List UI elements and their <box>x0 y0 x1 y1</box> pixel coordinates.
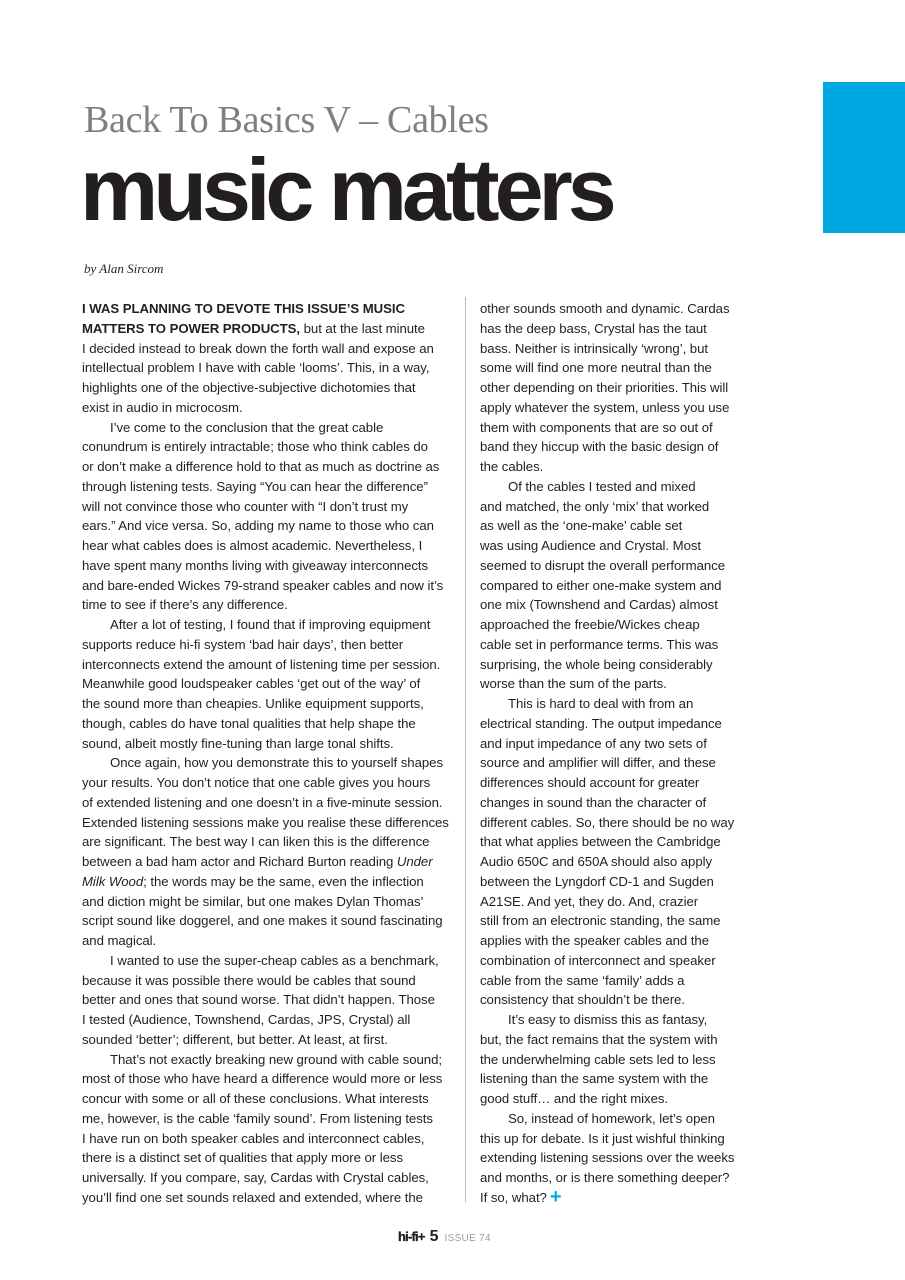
text-line <box>480 734 745 754</box>
text-line <box>82 339 455 359</box>
body-text: Audio 650C and 650A should also apply <box>480 854 713 869</box>
text-line <box>480 852 745 872</box>
text-line <box>82 773 455 793</box>
text-line <box>82 1148 455 1168</box>
body-text: worse than the sum of the parts. <box>480 676 667 692</box>
text-line <box>82 1129 455 1149</box>
text-line <box>82 714 455 734</box>
body-text: If so, what? <box>480 1189 547 1205</box>
text-line <box>82 931 455 951</box>
text-line <box>480 832 745 852</box>
italic-title: Under <box>396 854 433 869</box>
body-text: source and amplifier will differ, and these <box>480 755 716 771</box>
text-line <box>82 852 455 872</box>
body-text: supports reduce hi-fi system ‘bad hair days’, then better <box>82 636 404 652</box>
text-line <box>480 694 745 714</box>
text-line <box>82 971 455 991</box>
body-text: I tested (Audience, Townshend, Cardas, JPS, Crystal) all <box>82 1012 411 1027</box>
text-line <box>82 655 455 675</box>
text-line <box>480 1069 745 1089</box>
text-line <box>82 595 455 615</box>
text-line <box>82 398 455 418</box>
text-line <box>480 516 745 536</box>
text-line <box>480 1168 745 1188</box>
body-text: exist in audio in microcosm. <box>82 399 243 415</box>
text-line <box>480 773 745 793</box>
text-line <box>82 872 455 892</box>
body-text: cable from the same ‘family’ adds a <box>480 972 685 988</box>
text-line <box>82 635 455 655</box>
body-text: A21SE. And yet, they do. And, crazier <box>480 893 699 909</box>
text-line <box>480 872 745 892</box>
text-line <box>82 536 455 556</box>
text-line <box>480 1030 745 1050</box>
body-text: one mix (Townshend and Cardas) almost <box>480 597 718 613</box>
text-line <box>480 536 745 556</box>
body-text: different cables. So, there should be no way <box>480 814 735 830</box>
body-text: It’s easy to dismiss this as fantasy, <box>508 1012 708 1027</box>
text-line <box>480 1129 745 1149</box>
text-line <box>82 734 455 754</box>
body-text: script sound like doggerel, and one makes it sound fascinating <box>82 913 443 929</box>
body-text: was using Audience and Crystal. Most <box>480 538 702 553</box>
body-text: because it was possible there would be cables that sound <box>82 972 416 988</box>
body-text: So, instead of homework, let’s open <box>508 1110 715 1126</box>
text-line <box>480 576 745 596</box>
body-text: I decided instead to break down the forth wall and expose an <box>82 340 434 356</box>
body-text: I’ve come to the conclusion that the great cable <box>110 419 384 435</box>
body-text: extending listening sessions over the weeks <box>480 1150 735 1166</box>
series-kicker: Back To Basics V – Cables <box>84 99 489 141</box>
text-line <box>82 378 455 398</box>
text-line <box>480 714 745 734</box>
body-text: between the Lyngdorf CD-1 and Sugden <box>480 873 714 889</box>
body-text: this up for debate. Is it just wishful thinking <box>480 1130 725 1146</box>
text-line <box>82 299 455 319</box>
magazine-logo: hi-fi+ <box>398 1229 425 1244</box>
text-line <box>480 1185 745 1208</box>
body-text: bass. Neither is intrinsically ‘wrong’, but <box>480 340 708 356</box>
body-text: That’s not exactly breaking new ground with cable sound; <box>110 1051 442 1067</box>
body-text: sound, albeit mostly fine-tuning than large tonal shifts. <box>82 735 394 751</box>
text-line <box>480 793 745 813</box>
body-text: you’ll find one set sounds relaxed and extended, where the <box>82 1189 423 1205</box>
article-column-right <box>480 299 745 1208</box>
body-text: most of those who have heard a difference would more or less <box>82 1071 443 1087</box>
body-text: After a lot of testing, I found that if improving equipment <box>110 617 431 632</box>
text-line <box>480 911 745 931</box>
body-text: electrical standing. The output impedance <box>480 715 722 731</box>
body-text: other depending on their priorities. This will <box>480 380 729 395</box>
text-line <box>82 516 455 536</box>
body-text: and input impedance of any two sets of <box>480 735 707 751</box>
text-line <box>82 1010 455 1030</box>
text-line <box>82 813 455 833</box>
text-line <box>480 339 745 359</box>
page-title: music matters <box>80 140 612 239</box>
body-text: concur with some or all of these conclusions. What interests <box>82 1091 429 1106</box>
body-text: consistency that shouldn’t be there. <box>480 992 685 1008</box>
text-line <box>82 1188 455 1208</box>
text-line <box>480 813 745 833</box>
body-text: compared to either one-make system and <box>480 577 722 593</box>
page-footer <box>398 1228 491 1246</box>
text-line <box>480 1010 745 1030</box>
body-text: as well as the ‘one-make’ cable set <box>480 518 683 534</box>
body-text: the sound more than cheapies. Unlike equipment supports, <box>82 696 424 711</box>
body-text: ; the words may be the same, even the inflection <box>143 873 424 889</box>
body-text: some will find one more neutral than the <box>480 360 712 376</box>
body-text: Of the cables I tested and mixed <box>508 478 696 494</box>
body-text: but, the fact remains that the system with <box>480 1031 718 1047</box>
text-line <box>82 990 455 1010</box>
page-number: 5 <box>429 1228 439 1245</box>
body-text: hear what cables does is almost academic. Nevertheless, I <box>82 538 423 553</box>
text-line <box>480 892 745 912</box>
end-mark-icon: + <box>549 1185 562 1208</box>
body-text: there is a distinct set of qualities that apply more or less <box>82 1150 403 1166</box>
body-text: will not convince those who counter with “I don’t trust my <box>82 498 409 514</box>
section-color-tab <box>823 82 905 233</box>
text-line <box>82 951 455 971</box>
text-line <box>480 971 745 991</box>
text-line <box>480 655 745 675</box>
column-divider <box>465 297 466 1202</box>
body-text: between a bad ham actor and Richard Burton reading <box>82 854 397 869</box>
body-text: other sounds smooth and dynamic. Cardas <box>480 301 730 316</box>
body-text: your results. You don’t notice that one cable gives you hours <box>82 775 431 790</box>
body-text: and matched, the only ‘mix’ that worked <box>480 498 710 514</box>
lede-text: I WAS PLANNING TO DEVOTE THIS ISSUE’S MUSIC <box>82 301 405 316</box>
text-line <box>480 595 745 615</box>
body-text: differences should account for greater <box>480 775 700 790</box>
body-text: Once again, how you demonstrate this to yourself shapes <box>110 755 443 771</box>
text-line <box>82 615 455 635</box>
text-line <box>480 674 745 694</box>
text-line <box>82 497 455 517</box>
body-text: of extended listening and one doesn’t in a five-minute session. <box>82 794 443 810</box>
body-text: but at the last minute <box>300 320 425 336</box>
text-line <box>480 1050 745 1070</box>
text-line <box>480 951 745 971</box>
text-line <box>82 1109 455 1129</box>
body-text: though, cables do have tonal qualities that help shape the <box>82 715 416 731</box>
body-text: highlights one of the objective-subjective dichotomies that <box>82 380 416 395</box>
body-text: and diction might be similar, but one makes Dylan Thomas’ <box>82 893 424 909</box>
text-line <box>82 911 455 931</box>
text-line <box>480 990 745 1010</box>
body-text: has the deep bass, Crystal has the taut <box>480 320 707 336</box>
text-line <box>82 1168 455 1188</box>
body-text: and months, or is there something deeper? <box>480 1170 730 1185</box>
body-text: universally. If you compare, say, Cardas with Crystal cables, <box>82 1170 429 1185</box>
body-text: and magical. <box>82 933 157 948</box>
issue-number: ISSUE 74 <box>444 1233 491 1244</box>
lede-text: MATTERS TO POWER PRODUCTS, <box>82 320 301 336</box>
body-text: have spent many months living with giveaway interconnects <box>82 557 429 573</box>
body-text: seemed to disrupt the overall performance <box>480 557 725 573</box>
text-line <box>82 556 455 576</box>
text-line <box>480 378 745 398</box>
body-text: ears.” And vice versa. So, adding my name to those who can <box>82 518 434 534</box>
body-text: Meanwhile good loudspeaker cables ‘get out of the way’ of <box>82 676 421 692</box>
body-text: them with components that are so out of <box>480 419 713 435</box>
body-text: I wanted to use the super-cheap cables as a benchmark, <box>110 952 439 968</box>
body-text: combination of interconnect and speaker <box>480 952 716 968</box>
body-text: applies with the speaker cables and the <box>480 933 709 948</box>
body-text: still from an electronic standing, the same <box>480 913 721 929</box>
text-line <box>82 1069 455 1089</box>
body-text: intellectual problem I have with cable ‘looms’. This, in a way, <box>82 360 430 376</box>
body-text: interconnects extend the amount of listening time per session. <box>82 656 441 672</box>
body-text: band they hiccup with the basic design of <box>480 439 719 455</box>
body-text: that what applies between the Cambridge <box>480 834 721 850</box>
text-line <box>480 398 745 418</box>
text-line <box>480 1109 745 1129</box>
text-line <box>82 1050 455 1070</box>
body-text: listening than the same system with the <box>480 1071 709 1087</box>
text-line <box>82 418 455 438</box>
body-text: better and ones that sound worse. That didn’t happen. Those <box>82 992 435 1008</box>
text-line <box>480 635 745 655</box>
body-text: changes in sound than the character of <box>480 794 707 810</box>
text-line <box>82 793 455 813</box>
body-text: the underwhelming cable sets led to less <box>480 1051 716 1067</box>
text-line <box>480 1089 745 1109</box>
text-line <box>480 931 745 951</box>
text-line <box>82 358 455 378</box>
text-line <box>82 694 455 714</box>
body-text: and bare-ended Wickes 79-strand speaker cables and now it’s <box>82 577 444 593</box>
body-text: good stuff… and the right mixes. <box>480 1091 669 1106</box>
body-text: through listening tests. Saying “You can hear the difference” <box>82 478 428 494</box>
body-text: cable set in performance terms. This was <box>480 636 719 652</box>
byline: by Alan Sircom <box>84 261 164 276</box>
text-line <box>82 1030 455 1050</box>
text-line <box>82 832 455 852</box>
body-text: or don’t make a difference hold to that as much as doctrine as <box>82 459 440 474</box>
text-line <box>480 457 745 477</box>
text-line <box>480 437 745 457</box>
body-text: Extended listening sessions make you realise these differences <box>82 814 449 830</box>
text-line <box>480 1148 745 1168</box>
text-line <box>82 457 455 477</box>
text-line <box>480 358 745 378</box>
text-line <box>480 477 745 497</box>
body-text: surprising, the whole being considerably <box>480 656 713 672</box>
body-text: This is hard to deal with from an <box>508 696 694 711</box>
text-line <box>82 576 455 596</box>
text-line <box>82 892 455 912</box>
text-line <box>480 497 745 517</box>
text-line <box>82 674 455 694</box>
text-line <box>480 299 745 319</box>
text-line <box>82 477 455 497</box>
text-line <box>82 1089 455 1109</box>
body-text: time to see if there’s any difference. <box>82 597 288 613</box>
body-text: apply whatever the system, unless you use <box>480 399 730 415</box>
text-line <box>82 437 455 457</box>
text-line <box>480 556 745 576</box>
body-text: are significant. The best way I can liken this is the difference <box>82 834 430 850</box>
text-line <box>480 319 745 339</box>
article-column-left <box>82 299 455 1208</box>
body-text: the cables. <box>480 459 544 474</box>
text-line <box>480 418 745 438</box>
body-text: I have run on both speaker cables and interconnect cables, <box>82 1130 425 1146</box>
body-text: sounded ‘better’; different, but better. At least, at first. <box>82 1031 388 1047</box>
body-text: me, however, is the cable ‘family sound’. From listening tests <box>82 1110 433 1126</box>
text-line <box>82 753 455 773</box>
text-line <box>480 615 745 635</box>
text-line <box>82 319 455 339</box>
body-text: approached the freebie/Wickes cheap <box>480 617 700 632</box>
text-line <box>480 753 745 773</box>
body-text: conundrum is entirely intractable; those who think cables do <box>82 439 428 455</box>
italic-title: Milk Wood <box>82 873 144 889</box>
